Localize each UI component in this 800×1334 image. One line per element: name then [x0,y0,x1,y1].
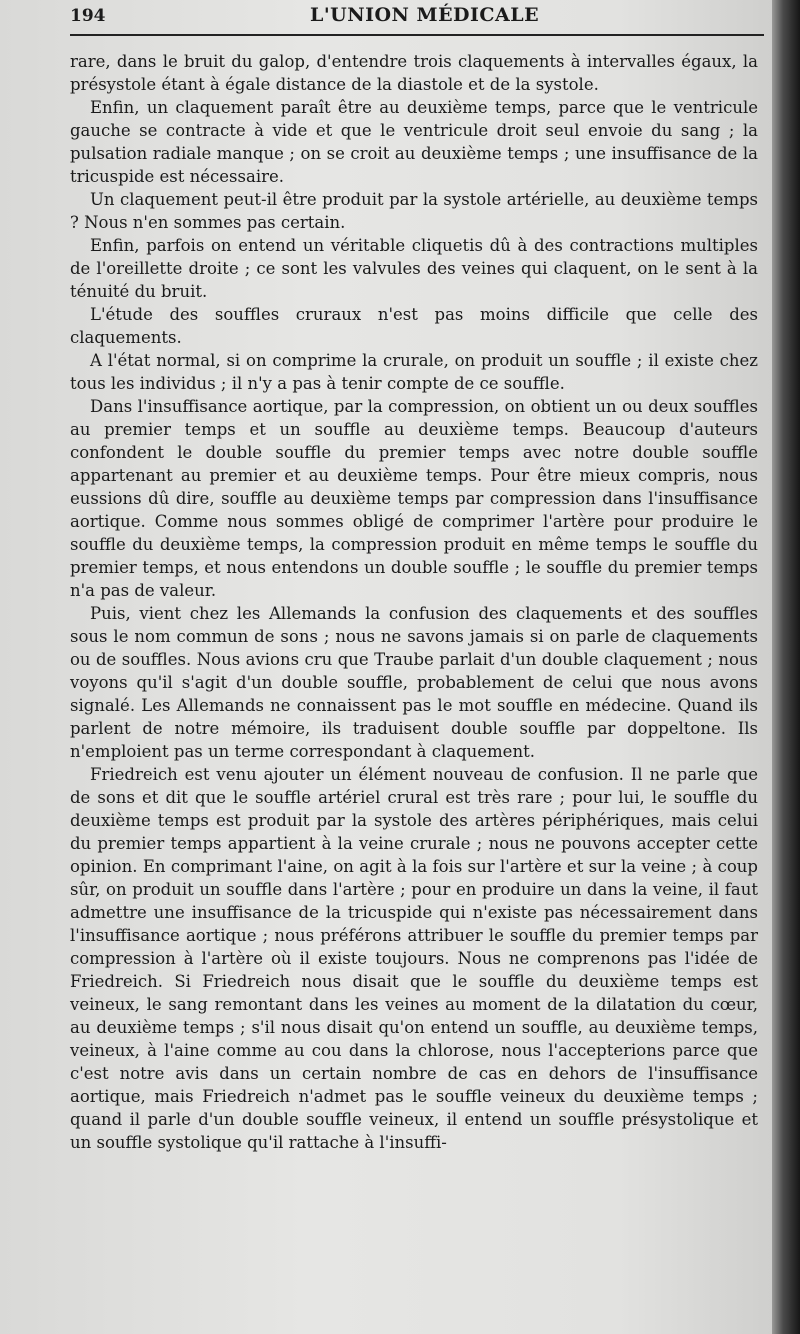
paragraph: Puis, vient chez les Allemands la confusion des claquements et des souffles sous le nom commun de sons ; nous ne savons jamais si on parle de claquements ou de souffles. Nous avions cru que Traube parlait d'un double claquement ; nous voyons qu'il s'agit d'un double souffle, probablement de celui que nous avons signalé. Les Allemands ne connaissent pas le mot souffle en médecine. Quand ils parlent de notre mémoire, ils traduisent double souffle par doppeltone. Ils n'emploient pas un terme correspondant à claquement. [70,604,758,761]
paragraph: Enfin, parfois on entend un véritable cliquetis dû à des contractions multiples de l'oreillette droite ; ce sont les valvules des veines qui claquent, on le sent à la ténuité du bruit. [70,236,758,301]
paragraph: Enfin, un claquement paraît être au deuxième temps, parce que le ventricule gauche se contracte à vide et que le ventricule droit seul envoie du sang ; la pulsation radiale manque ; on se croit au deuxième temps ; une insuffisance de la tricuspide est nécessaire. [70,98,758,186]
paragraph: Un claquement peut-il être produit par la systole artérielle, au deuxième temps ? Nous n'en sommes pas certain. [70,190,758,232]
paragraph: rare, dans le bruit du galop, d'entendre trois claquements à intervalles égaux, la présystole étant à égale distance de la diastole et de la systole. [70,52,758,94]
body-text [70,50,758,1154]
paragraph: A l'état normal, si on comprime la crurale, on produit un souffle ; il existe chez tous les individus ; il n'y a pas à tenir compte de ce souffle. [70,351,758,393]
page-number: 194 [70,6,106,26]
page-header [70,4,760,30]
running-title: L'UNION MÉDICALE [310,4,540,26]
header-rule [70,34,764,36]
paragraph: Friedreich est venu ajouter un élément nouveau de confusion. Il ne parle que de sons et dit que le souffle artériel crural est très rare ; pour lui, le souffle du deuxième temps est produit par la systole des artères périphériques, mais celui du premier temps appartient à la veine crurale ; nous ne pouvons accepter cette opinion. En comprimant l'aine, on agit à la fois sur l'artère et sur la veine ; à coup sûr, on produit un souffle dans l'artère ; pour en produire un dans la veine, il faut admettre une insuffisance de la tricuspide qui n'existe pas nécessairement dans l'insuffisance aortique ; nous préférons attribuer le souffle du premier temps par compression à l'artère où il existe toujours. Nous ne comprenons pas l'idée de Friedreich. Si Friedreich nous disait que le souffle du deuxième temps est veineux, le sang remontant dans les veines au moment de la dilatation du cœur, au deuxième temps ; s'il nous disait qu'on entend un souffle, au deuxième temps, veineux, à l'aine comme au cou dans la chlorose, nous l'accepterions parce que c'est notre avis dans un certain nombre de cas en dehors de l'insuffisance aortique, mais Friedreich n'admet pas le souffle veineux du deuxième temps ; quand il parle d'un double souffle veineux, il entend un souffle présystolique et un souffle systolique qu'il rattache à l'insuffi- [70,765,758,1152]
paragraph: Dans l'insuffisance aortique, par la compression, on obtient un ou deux souffles au premier temps et un souffle au deuxième temps. Beaucoup d'auteurs confondent le double souffle du premier temps avec notre double souffle appartenant au premier et au deuxième temps. Pour être mieux compris, nous eussions dû dire, souffle au deuxième temps par compression dans l'insuffisance aortique. Comme nous sommes obligé de comprimer l'artère pour produire le souffle du deuxième temps, la compression produit en même temps le souffle du premier temps, et nous entendons un double souffle ; le souffle du premier temps n'a pas de valeur. [70,397,758,600]
paragraph: L'étude des souffles cruraux n'est pas moins difficile que celle des claquements. [70,305,758,347]
page-edge-shadow [772,0,800,1334]
